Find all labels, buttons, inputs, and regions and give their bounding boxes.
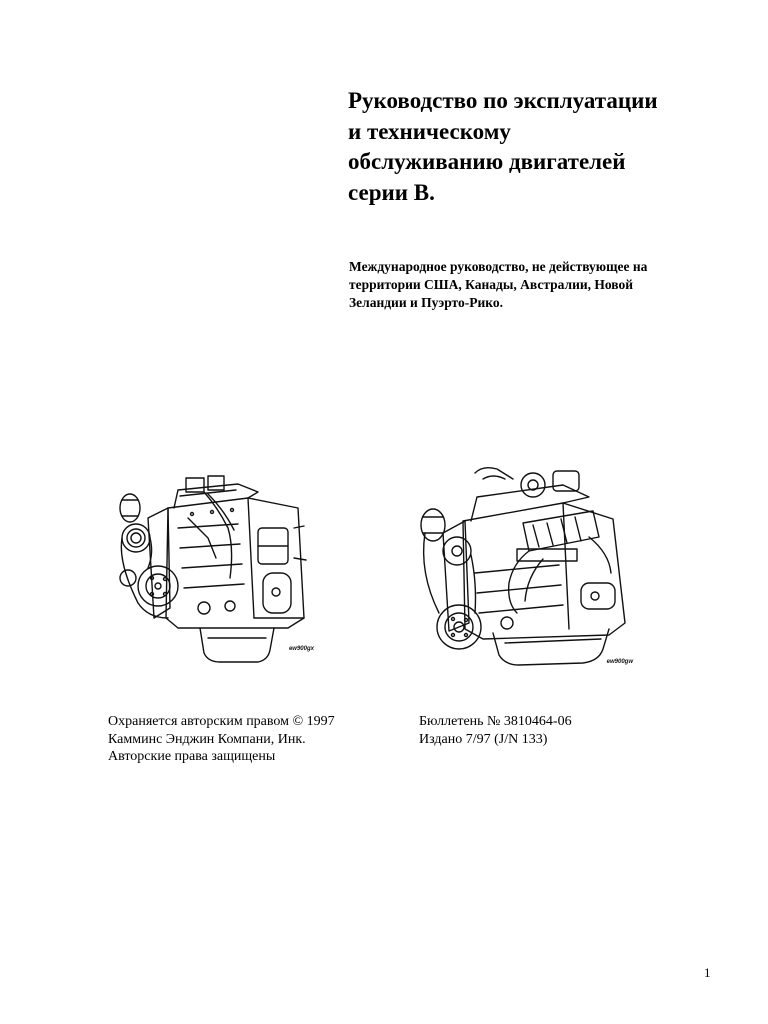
manual-title	[348, 86, 728, 208]
title-line: и техническому	[348, 118, 511, 144]
engine-figure-right	[413, 463, 635, 673]
title-line: обслуживанию двигателей	[348, 149, 626, 174]
engine-illustration-icon	[108, 468, 320, 668]
copyright-line: Авторские права защищены	[108, 749, 276, 764]
subtitle-line: территории США, Канады, Австралии, Новой	[349, 277, 634, 292]
engine-illustration-icon	[413, 463, 635, 673]
subtitle-line: Международное руководство, не действующее на	[349, 259, 648, 274]
title-line: серии В.	[348, 179, 435, 205]
manual-subtitle	[349, 258, 729, 312]
figure-code-label: ew900gw	[606, 659, 633, 665]
bulletin-block	[419, 713, 679, 748]
subtitle-line: Зеландии и Пуэрто-Рико.	[349, 295, 503, 310]
title-line: Руководство по эксплуатации	[348, 88, 658, 113]
issue-date: Издано 7/97 (J/N 133)	[419, 731, 548, 747]
engine-figure-left	[108, 468, 320, 668]
copyright-block	[108, 713, 388, 766]
copyright-line: Камминс Энджин Компани, Инк.	[108, 731, 306, 747]
copyright-line: Охраняется авторским правом © 1997	[108, 714, 335, 729]
page-number: 1	[704, 965, 711, 980]
figure-code-label: ew900gx	[288, 646, 314, 652]
bulletin-number: Бюллетень № 3810464-06	[419, 714, 572, 729]
